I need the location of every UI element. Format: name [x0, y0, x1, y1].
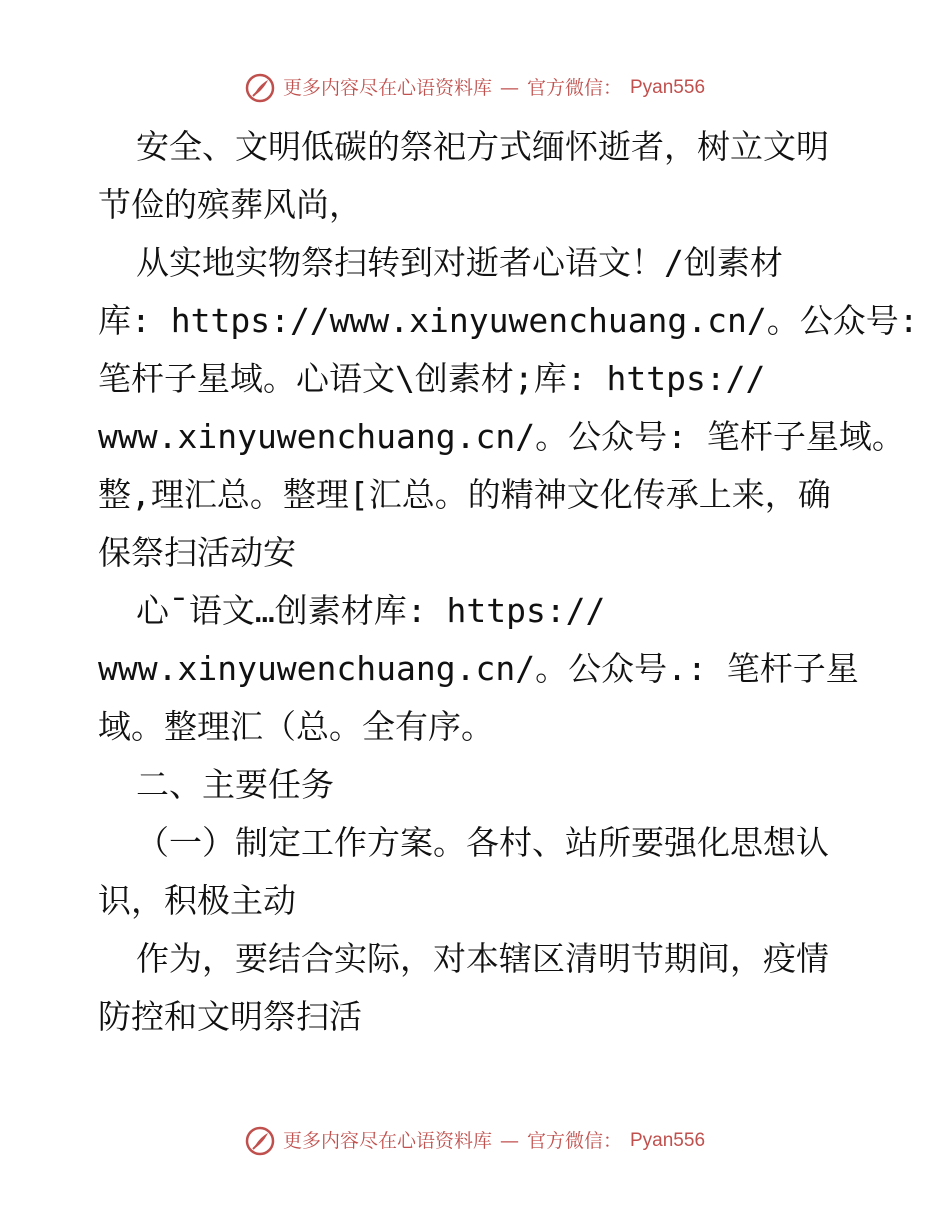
- text-line: 整,理汇总。整理[汇总。的精神文化传承上来，确: [98, 475, 831, 514]
- text-line: 识，积极主动: [98, 881, 296, 920]
- banner-site-text: 更多内容尽在心语资料库: [282, 1130, 492, 1152]
- text-line: 域。整理汇（总。全有序。: [98, 707, 494, 746]
- feather-pen-icon: [245, 1126, 275, 1156]
- text-line: 心¯语文…创素材库: https://: [136, 591, 606, 630]
- text-line: 二、主要任务: [136, 765, 334, 804]
- text-line: 从实地实物祭扫转到对逝者心语文！/创素材: [136, 243, 783, 282]
- footer-banner: [0, 1126, 950, 1156]
- text-line: www.xinyuwenchuang.cn/。公众号.: 笔杆子星: [98, 649, 859, 688]
- banner-separator: —: [499, 1130, 519, 1152]
- banner-wechat-id: Pyan556: [630, 1130, 706, 1151]
- text-line: www.xinyuwenchuang.cn/。公众号: 笔杆子星域。: [98, 417, 905, 456]
- feather-pen-icon: [245, 73, 275, 103]
- text-line: （一）制定工作方案。各村、站所要强化思想认: [136, 823, 829, 862]
- banner-separator: —: [499, 77, 519, 99]
- header-banner: [0, 73, 950, 103]
- text-line: 安全、文明低碳的祭祀方式缅怀逝者，树立文明: [136, 127, 829, 166]
- text-line: 节俭的殡葬风尚，: [98, 185, 362, 224]
- text-line: 作为，要结合实际，对本辖区清明节期间，疫情: [136, 939, 829, 978]
- text-line: 防控和文明祭扫活: [98, 997, 362, 1036]
- text-line: 库: https://www.xinyuwenchuang.cn/。公众号:: [98, 301, 919, 340]
- banner-wechat-label: 官方微信：: [526, 1130, 622, 1152]
- banner-site-text: 更多内容尽在心语资料库: [282, 77, 492, 99]
- banner-wechat-label: 官方微信：: [526, 77, 622, 99]
- banner-wechat-id: Pyan556: [630, 77, 706, 98]
- text-line: 笔杆子星域。心语文\创素材;库: https://: [98, 359, 766, 398]
- text-line: 保祭扫活动安: [98, 533, 296, 572]
- document-body: [98, 118, 919, 1046]
